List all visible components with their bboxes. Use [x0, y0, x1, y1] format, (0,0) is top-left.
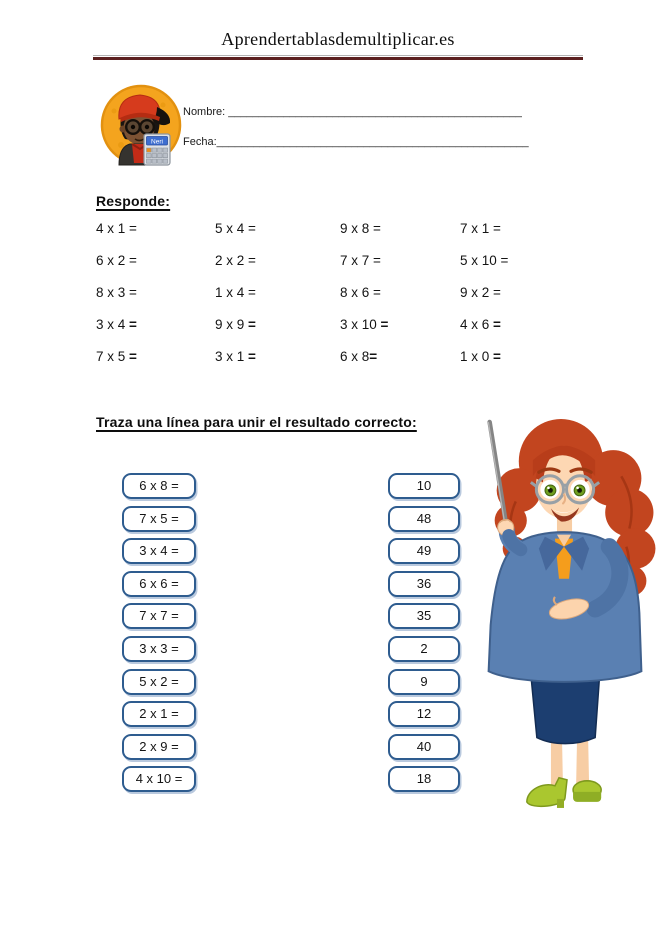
multiplication-problem: 3 x 1 = — [215, 349, 256, 364]
match-problem-box: 2 x 1 = — [122, 701, 196, 727]
multiplication-problem: 3 x 10 = — [340, 317, 389, 332]
match-result-box: 40 — [388, 734, 460, 760]
match-result-box: 35 — [388, 603, 460, 629]
multiplication-problem: 8 x 3 = — [96, 285, 137, 300]
match-problem-box: 6 x 6 = — [122, 571, 196, 597]
calculator-icon — [144, 134, 170, 165]
match-result-box: 10 — [388, 473, 460, 499]
multiplication-problem: 6 x 2 = — [96, 253, 137, 268]
match-heading: Traza una línea para unir el resultado correcto: — [96, 414, 417, 430]
match-result-box: 49 — [388, 538, 460, 564]
match-problems-column — [122, 473, 196, 799]
name-field-row — [183, 106, 522, 118]
divider-thick-line — [93, 57, 583, 60]
match-result-box: 12 — [388, 701, 460, 727]
multiplication-problem: 5 x 10 = — [460, 253, 509, 268]
match-problem-box: 7 x 7 = — [122, 603, 196, 629]
match-problem-box: 5 x 2 = — [122, 669, 196, 695]
date-field-row — [183, 136, 529, 148]
match-result-box: 9 — [388, 669, 460, 695]
match-result-box: 18 — [388, 766, 460, 792]
student-avatar-icon — [99, 83, 183, 167]
match-result-box: 2 — [388, 636, 460, 662]
multiplication-problem: 7 x 5 = — [96, 349, 137, 364]
multiplication-problem: 9 x 8 = — [340, 221, 381, 236]
multiplication-problem: 9 x 9 = — [215, 317, 256, 332]
name-label: Nombre: — [183, 106, 226, 118]
calculator-label: Neri — [151, 138, 163, 146]
match-problem-box: 3 x 4 = — [122, 538, 196, 564]
match-result-box: 36 — [388, 571, 460, 597]
title-divider — [93, 55, 583, 60]
match-problem-box: 4 x 10 = — [122, 766, 196, 792]
match-results-column — [388, 473, 460, 799]
date-blank-line: ___________________________________________________ — [216, 136, 529, 148]
multiplication-problem: 1 x 0 = — [460, 349, 501, 364]
match-problem-box: 3 x 3 = — [122, 636, 196, 662]
date-label: Fecha: — [183, 136, 217, 148]
teacher-shoes — [527, 778, 601, 808]
multiplication-problem: 3 x 4 = — [96, 317, 137, 332]
multiplication-problem: 6 x 8= — [340, 349, 378, 364]
match-problem-box: 6 x 8 = — [122, 473, 196, 499]
multiplication-problem: 5 x 4 = — [215, 221, 256, 236]
multiplication-problem: 9 x 2 = — [460, 285, 501, 300]
multiplication-problem: 7 x 7 = — [340, 253, 381, 268]
match-problem-box: 2 x 9 = — [122, 734, 196, 760]
teacher-illustration — [460, 416, 667, 818]
divider-thin-line — [93, 55, 583, 56]
multiplication-problem: 4 x 6 = — [460, 317, 501, 332]
multiplication-problem: 1 x 4 = — [215, 285, 256, 300]
respond-heading: Responde: — [96, 193, 171, 209]
respond-problems-grid — [96, 213, 576, 373]
match-result-box: 48 — [388, 506, 460, 532]
multiplication-problem: 7 x 1 = — [460, 221, 501, 236]
name-blank-line: ________________________________________________ — [228, 106, 522, 118]
match-problem-box: 7 x 5 = — [122, 506, 196, 532]
site-title: Aprendertablasdemultiplicar.es — [221, 29, 455, 49]
multiplication-problem: 8 x 6 = — [340, 285, 381, 300]
multiplication-problem: 4 x 1 = — [96, 221, 137, 236]
multiplication-problem: 2 x 2 = — [215, 253, 256, 268]
